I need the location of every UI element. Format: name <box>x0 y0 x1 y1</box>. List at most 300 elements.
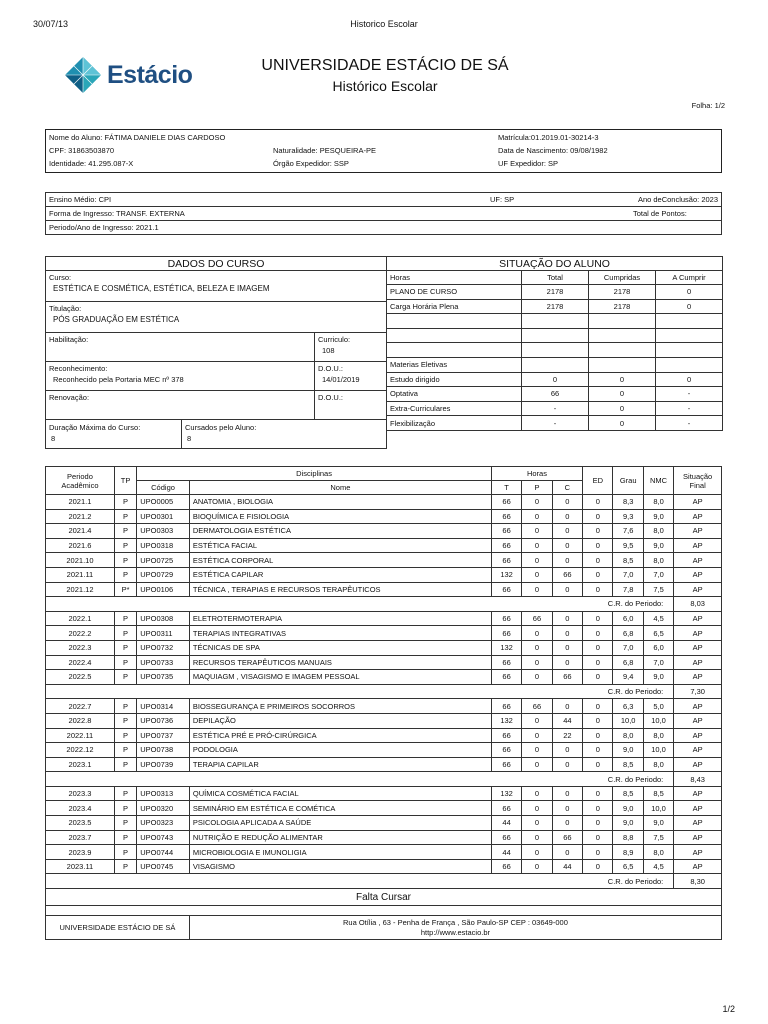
situacao-label <box>387 314 522 329</box>
cell-c: 0 <box>552 655 582 670</box>
falta-cursar: Falta Cursar <box>46 889 722 906</box>
cell-grau: 9,5 <box>613 538 643 553</box>
cell-t: 66 <box>491 626 521 641</box>
student-matricula: Matrícula:01.2019.01-30214-3 <box>498 133 599 142</box>
cell-codigo: UPO0320 <box>137 801 190 816</box>
cell-nome: ELETROTERMOTERAPIA <box>189 611 491 626</box>
cell-codigo: UPO0106 <box>137 582 190 597</box>
cell-t: 132 <box>491 713 521 728</box>
situacao-value <box>656 343 723 358</box>
table-row <box>46 509 722 524</box>
cr-value: 8,30 <box>674 874 722 889</box>
situacao-row <box>387 343 723 358</box>
cr-label: C.R. do Periodo: <box>46 874 674 889</box>
cell-periodo: 2023.4 <box>46 801 115 816</box>
col-periodo: Periodo Acadêmico <box>46 467 115 495</box>
cell-nome: NUTRIÇÃO E REDUÇÃO ALIMENTAR <box>189 830 491 845</box>
cell-grau: 9,0 <box>613 816 643 831</box>
total-pontos: Total de Pontos: <box>603 207 722 221</box>
cell-grau: 7,6 <box>613 524 643 539</box>
cell-nome: TÉCNICA , TERAPIAS E RECURSOS TERAPÊUTICOS <box>189 582 491 597</box>
situacao-heading: SITUAÇÃO DO ALUNO <box>387 257 723 271</box>
cell-ed: 0 <box>583 786 613 801</box>
situacao-label <box>387 343 522 358</box>
cell-codigo: UPO0738 <box>137 743 190 758</box>
cell-t: 44 <box>491 845 521 860</box>
cell-situacao: AP <box>674 845 722 860</box>
cell-ed: 0 <box>583 582 613 597</box>
table-row <box>46 801 722 816</box>
cell-ed: 0 <box>583 538 613 553</box>
document-title: Histórico Escolar <box>332 78 438 94</box>
situacao-label: Carga Horária Plena <box>387 299 522 314</box>
cell-situacao: AP <box>674 509 722 524</box>
table-row <box>46 830 722 845</box>
reconhecimento-value: Reconhecido pela Portaria MEC nº 378 <box>53 375 184 384</box>
situacao-label: Materias Eletivas <box>387 357 522 372</box>
estacio-logo <box>63 55 208 97</box>
cell-nome: VISAGISMO <box>189 859 491 874</box>
footer-url[interactable]: http://www.estacio.br <box>420 927 491 937</box>
situacao-label: Flexibilização <box>387 416 522 431</box>
cell-t: 66 <box>491 830 521 845</box>
cell-grau: 8,5 <box>613 786 643 801</box>
cell-nmc: 9,0 <box>643 816 673 831</box>
table-row <box>46 495 722 510</box>
cell-t: 132 <box>491 786 521 801</box>
cell-c: 0 <box>552 801 582 816</box>
cell-nmc: 4,5 <box>643 611 673 626</box>
curriculo-label: Curriculo: <box>318 335 351 344</box>
curso-value: ESTÉTICA E COSMÉTICA, ESTÉTICA, BELEZA E IMAGEM <box>53 284 270 293</box>
cell-ed: 0 <box>583 816 613 831</box>
dou2-label: D.O.U.: <box>315 391 387 420</box>
cell-nmc: 6,5 <box>643 626 673 641</box>
col-codigo: Código <box>137 481 190 495</box>
situacao-value: 2178 <box>589 285 656 300</box>
cell-c: 66 <box>552 567 582 582</box>
col-p: P <box>522 481 552 495</box>
situacao-col-horas: Horas <box>387 271 522 285</box>
cell-p: 0 <box>522 743 552 758</box>
cell-tp: P <box>114 801 136 816</box>
cell-nome: ESTÉTICA FACIAL <box>189 538 491 553</box>
col-disciplinas: Disciplinas <box>137 467 492 481</box>
cell-periodo: 2021.2 <box>46 509 115 524</box>
cell-codigo: UPO0732 <box>137 640 190 655</box>
cell-t: 66 <box>491 655 521 670</box>
cell-tp: P <box>114 567 136 582</box>
cell-t: 66 <box>491 611 521 626</box>
cell-p: 0 <box>522 538 552 553</box>
cell-nome: ESTÉTICA CAPILAR <box>189 567 491 582</box>
cell-nome: RECURSOS TERAPÊUTICOS MANUAIS <box>189 655 491 670</box>
cell-tp: P <box>114 743 136 758</box>
cell-periodo: 2023.7 <box>46 830 115 845</box>
cell-tp: P <box>114 816 136 831</box>
cell-p: 0 <box>522 786 552 801</box>
cell-tp: P <box>114 713 136 728</box>
cell-nmc: 8,0 <box>643 553 673 568</box>
cell-nome: BIOSSEGURANÇA E PRIMEIROS SOCORROS <box>189 699 491 714</box>
table-row <box>46 524 722 539</box>
cell-periodo: 2021.1 <box>46 495 115 510</box>
dou-value: 14/01/2019 <box>322 375 360 384</box>
cell-p: 0 <box>522 845 552 860</box>
cell-nmc: 7,0 <box>643 567 673 582</box>
ensino-medio: Ensino Médio: CPI <box>46 193 488 207</box>
cell-codigo: UPO0739 <box>137 757 190 772</box>
table-row <box>46 640 722 655</box>
cell-t: 66 <box>491 728 521 743</box>
cell-ed: 0 <box>583 743 613 758</box>
cell-nome: ESTÉTICA PRÉ E PRÓ-CIRÚRGICA <box>189 728 491 743</box>
cell-grau: 6,8 <box>613 655 643 670</box>
university-title: UNIVERSIDADE ESTÁCIO DE SÁ <box>261 57 509 74</box>
cell-grau: 7,8 <box>613 582 643 597</box>
cell-grau: 8,5 <box>613 553 643 568</box>
cell-codigo: UPO0733 <box>137 655 190 670</box>
cell-t: 66 <box>491 757 521 772</box>
cell-ed: 0 <box>583 728 613 743</box>
cell-c: 0 <box>552 626 582 641</box>
table-row <box>46 713 722 728</box>
cell-p: 66 <box>522 611 552 626</box>
situacao-value: - <box>656 387 723 402</box>
cell-nmc: 8,0 <box>643 495 673 510</box>
cell-nmc: 10,0 <box>643 801 673 816</box>
cell-nmc: 8,0 <box>643 728 673 743</box>
cell-situacao: AP <box>674 713 722 728</box>
table-row <box>46 786 722 801</box>
cell-ed: 0 <box>583 611 613 626</box>
cr-row <box>46 597 722 612</box>
cell-grau: 8,8 <box>613 830 643 845</box>
situacao-value <box>522 328 589 343</box>
cell-c: 44 <box>552 713 582 728</box>
cell-nome: MAQUIAGM , VISAGISMO E IMAGEM PESSOAL <box>189 670 491 685</box>
cell-tp: P <box>114 524 136 539</box>
cell-ed: 0 <box>583 699 613 714</box>
cell-nome: PODOLOGIA <box>189 743 491 758</box>
cell-nmc: 9,0 <box>643 670 673 685</box>
situacao-label: PLANO DE CURSO <box>387 285 522 300</box>
table-row <box>46 728 722 743</box>
cell-tp: P <box>114 538 136 553</box>
cell-periodo: 2023.9 <box>46 845 115 860</box>
cell-codigo: UPO0323 <box>137 816 190 831</box>
cell-situacao: AP <box>674 728 722 743</box>
situacao-label: Estudo dirigido <box>387 372 522 387</box>
cell-c: 0 <box>552 524 582 539</box>
cell-ed: 0 <box>583 801 613 816</box>
cell-ed: 0 <box>583 553 613 568</box>
dou-label: D.O.U.: <box>318 364 344 373</box>
duracao-value: 8 <box>51 434 56 443</box>
col-c: C <box>552 481 582 495</box>
cr-row <box>46 874 722 889</box>
cell-nmc: 9,0 <box>643 538 673 553</box>
footer-address-cell <box>189 916 721 940</box>
cell-t: 66 <box>491 743 521 758</box>
cell-c: 0 <box>552 757 582 772</box>
student-orgao: Órgão Expedidor: SSP <box>273 159 349 168</box>
page-number: 1/2 <box>722 1004 735 1014</box>
situacao-value <box>656 328 723 343</box>
col-grau: Grau <box>613 467 643 495</box>
titulacao-cell <box>46 302 387 333</box>
cell-periodo: 2021.4 <box>46 524 115 539</box>
ensino-ano: Ano deConclusão: 2023 <box>603 193 722 207</box>
cell-ed: 0 <box>583 845 613 860</box>
cell-situacao: AP <box>674 626 722 641</box>
cell-ed: 0 <box>583 495 613 510</box>
situacao-label <box>387 328 522 343</box>
cell-nome: DERMATOLOGIA ESTÉTICA <box>189 524 491 539</box>
cell-grau: 9,0 <box>613 801 643 816</box>
cell-tp: P <box>114 786 136 801</box>
situacao-value: - <box>656 401 723 416</box>
cell-c: 0 <box>552 699 582 714</box>
situacao-row <box>387 285 723 300</box>
table-row <box>46 626 722 641</box>
cell-codigo: UPO0743 <box>137 830 190 845</box>
cell-situacao: AP <box>674 582 722 597</box>
print-title: Historico Escolar <box>350 19 418 29</box>
cell-nmc: 8,0 <box>643 524 673 539</box>
situacao-value: 0 <box>656 372 723 387</box>
cell-ed: 0 <box>583 567 613 582</box>
cell-tp: P <box>114 611 136 626</box>
cell-c: 0 <box>552 816 582 831</box>
situacao-value: - <box>522 401 589 416</box>
cell-ed: 0 <box>583 655 613 670</box>
cell-t: 66 <box>491 538 521 553</box>
cell-p: 0 <box>522 757 552 772</box>
cell-situacao: AP <box>674 538 722 553</box>
col-situacao: Situação Final <box>674 467 722 495</box>
cell-nmc: 7,5 <box>643 582 673 597</box>
cell-nome: ESTÉTICA CORPORAL <box>189 553 491 568</box>
cell-t: 66 <box>491 495 521 510</box>
curso-label: Curso: <box>49 273 72 282</box>
cell-codigo: UPO0308 <box>137 611 190 626</box>
cell-p: 0 <box>522 524 552 539</box>
cell-c: 0 <box>552 495 582 510</box>
cell-c: 0 <box>552 538 582 553</box>
situacao-col-cumpridas: Cumpridas <box>589 271 656 285</box>
cell-p: 0 <box>522 801 552 816</box>
cursados-label: Cursados pelo Aluno: <box>185 423 257 432</box>
cell-tp: P <box>114 626 136 641</box>
cell-c: 0 <box>552 553 582 568</box>
cell-codigo: UPO0005 <box>137 495 190 510</box>
dados-curso-table <box>45 256 387 449</box>
cell-c: 0 <box>552 845 582 860</box>
cell-situacao: AP <box>674 816 722 831</box>
situacao-value <box>589 343 656 358</box>
cell-nome: TERAPIA CAPILAR <box>189 757 491 772</box>
cell-ed: 0 <box>583 830 613 845</box>
cell-t: 66 <box>491 509 521 524</box>
cell-periodo: 2021.6 <box>46 538 115 553</box>
cell-p: 0 <box>522 626 552 641</box>
situacao-value <box>656 314 723 329</box>
cell-situacao: AP <box>674 757 722 772</box>
dou-cell <box>315 362 387 391</box>
situacao-col-total: Total <box>522 271 589 285</box>
situacao-row <box>387 357 723 372</box>
disciplinas-table <box>45 466 722 940</box>
situacao-col-acumprir: A Cumprir <box>656 271 723 285</box>
curso-cell <box>46 271 387 302</box>
cell-codigo: UPO0313 <box>137 786 190 801</box>
cell-tp: P <box>114 699 136 714</box>
cell-tp: P <box>114 757 136 772</box>
cr-value: 8,03 <box>674 597 722 612</box>
table-row <box>46 845 722 860</box>
situacao-value: 0 <box>656 285 723 300</box>
cell-nome: BIOQUÍMICA E FISIOLOGIA <box>189 509 491 524</box>
table-row <box>46 699 722 714</box>
cell-t: 66 <box>491 699 521 714</box>
cell-situacao: AP <box>674 567 722 582</box>
print-date: 30/07/13 <box>33 19 69 29</box>
cell-situacao: AP <box>674 699 722 714</box>
folha-label: Folha: 1/2 <box>691 101 725 110</box>
cell-c: 0 <box>552 640 582 655</box>
cell-grau: 8,9 <box>613 845 643 860</box>
cell-periodo: 2021.10 <box>46 553 115 568</box>
situacao-value: 0 <box>589 401 656 416</box>
duracao-label: Duração Máxima do Curso: <box>49 423 141 432</box>
cell-periodo: 2023.5 <box>46 816 115 831</box>
cell-nome: PSICOLOGIA APLICADA A SAÚDE <box>189 816 491 831</box>
cell-c: 0 <box>552 611 582 626</box>
cursados-value: 8 <box>187 434 192 443</box>
student-birthdate: Data de Nascimento: 09/08/1982 <box>498 146 608 155</box>
cell-codigo: UPO0318 <box>137 538 190 553</box>
renovacao-label: Renovação: <box>46 391 315 420</box>
situacao-value: 0 <box>589 372 656 387</box>
cell-tp: P <box>114 509 136 524</box>
situacao-row <box>387 314 723 329</box>
cell-periodo: 2022.7 <box>46 699 115 714</box>
situacao-value <box>522 357 589 372</box>
cell-situacao: AP <box>674 655 722 670</box>
table-row <box>46 757 722 772</box>
cell-c: 0 <box>552 786 582 801</box>
table-row <box>46 655 722 670</box>
cell-p: 66 <box>522 699 552 714</box>
duracao-cell <box>46 420 182 449</box>
blank-row <box>46 906 722 916</box>
cell-nome: QUÍMICA COSMÉTICA FACIAL <box>189 786 491 801</box>
footer-university: UNIVERSIDADE ESTÁCIO DE SÁ <box>46 916 190 940</box>
situacao-table <box>386 256 723 431</box>
cell-nmc: 6,0 <box>643 640 673 655</box>
cell-ed: 0 <box>583 509 613 524</box>
cell-situacao: AP <box>674 801 722 816</box>
cell-grau: 9,3 <box>613 509 643 524</box>
cell-grau: 6,3 <box>613 699 643 714</box>
cell-grau: 6,0 <box>613 611 643 626</box>
cell-tp: P <box>114 655 136 670</box>
cell-codigo: UPO0303 <box>137 524 190 539</box>
curriculo-cell <box>315 333 387 362</box>
cell-tp: P <box>114 830 136 845</box>
cell-codigo: UPO0736 <box>137 713 190 728</box>
table-row <box>46 816 722 831</box>
col-nome: Nome <box>189 481 491 495</box>
cell-situacao: AP <box>674 495 722 510</box>
cell-nome: TERAPIAS INTEGRATIVAS <box>189 626 491 641</box>
situacao-value: - <box>656 416 723 431</box>
student-name: Nome do Aluno: FÁTIMA DANIELE DIAS CARDOSO <box>49 133 226 142</box>
cell-t: 66 <box>491 553 521 568</box>
cell-codigo: UPO0745 <box>137 859 190 874</box>
cell-periodo: 2023.11 <box>46 859 115 874</box>
situacao-value: 0 <box>522 372 589 387</box>
cell-ed: 0 <box>583 524 613 539</box>
table-row <box>46 553 722 568</box>
cell-grau: 6,5 <box>613 859 643 874</box>
student-info-box <box>45 129 722 173</box>
table-row <box>46 611 722 626</box>
cell-tp: P <box>114 670 136 685</box>
student-naturalidade: Naturalidade: PESQUEIRA-PE <box>273 146 376 155</box>
cell-p: 0 <box>522 670 552 685</box>
cell-codigo: UPO0729 <box>137 567 190 582</box>
cell-nmc: 4,5 <box>643 859 673 874</box>
cell-situacao: AP <box>674 640 722 655</box>
situacao-value <box>589 357 656 372</box>
cr-value: 7,30 <box>674 684 722 699</box>
cell-grau: 9,0 <box>613 743 643 758</box>
student-identidade: Identidade: 41.295.087-X <box>49 159 134 168</box>
situacao-row <box>387 401 723 416</box>
cell-t: 66 <box>491 582 521 597</box>
cell-grau: 7,0 <box>613 640 643 655</box>
cell-periodo: 2022.4 <box>46 655 115 670</box>
cell-periodo: 2022.1 <box>46 611 115 626</box>
cr-label: C.R. do Periodo: <box>46 772 674 787</box>
periodo-ingresso: Periodo/Ano de Ingresso: 2021.1 <box>46 221 722 235</box>
cell-p: 0 <box>522 830 552 845</box>
cell-p: 0 <box>522 728 552 743</box>
cell-c: 0 <box>552 743 582 758</box>
situacao-value: - <box>522 416 589 431</box>
cell-situacao: AP <box>674 786 722 801</box>
cell-situacao: AP <box>674 859 722 874</box>
situacao-row <box>387 328 723 343</box>
cell-p: 0 <box>522 655 552 670</box>
cell-p: 0 <box>522 495 552 510</box>
cell-p: 0 <box>522 859 552 874</box>
situacao-label: Extra-Curriculares <box>387 401 522 416</box>
cell-c: 66 <box>552 830 582 845</box>
cell-tp: P <box>114 553 136 568</box>
cell-grau: 6,8 <box>613 626 643 641</box>
cell-situacao: AP <box>674 553 722 568</box>
table-row <box>46 567 722 582</box>
habilitacao-label: Habilitação: <box>46 333 315 362</box>
cell-ed: 0 <box>583 757 613 772</box>
situacao-value <box>589 314 656 329</box>
situacao-value: 0 <box>589 416 656 431</box>
cell-tp: P <box>114 640 136 655</box>
cell-grau: 8,0 <box>613 728 643 743</box>
